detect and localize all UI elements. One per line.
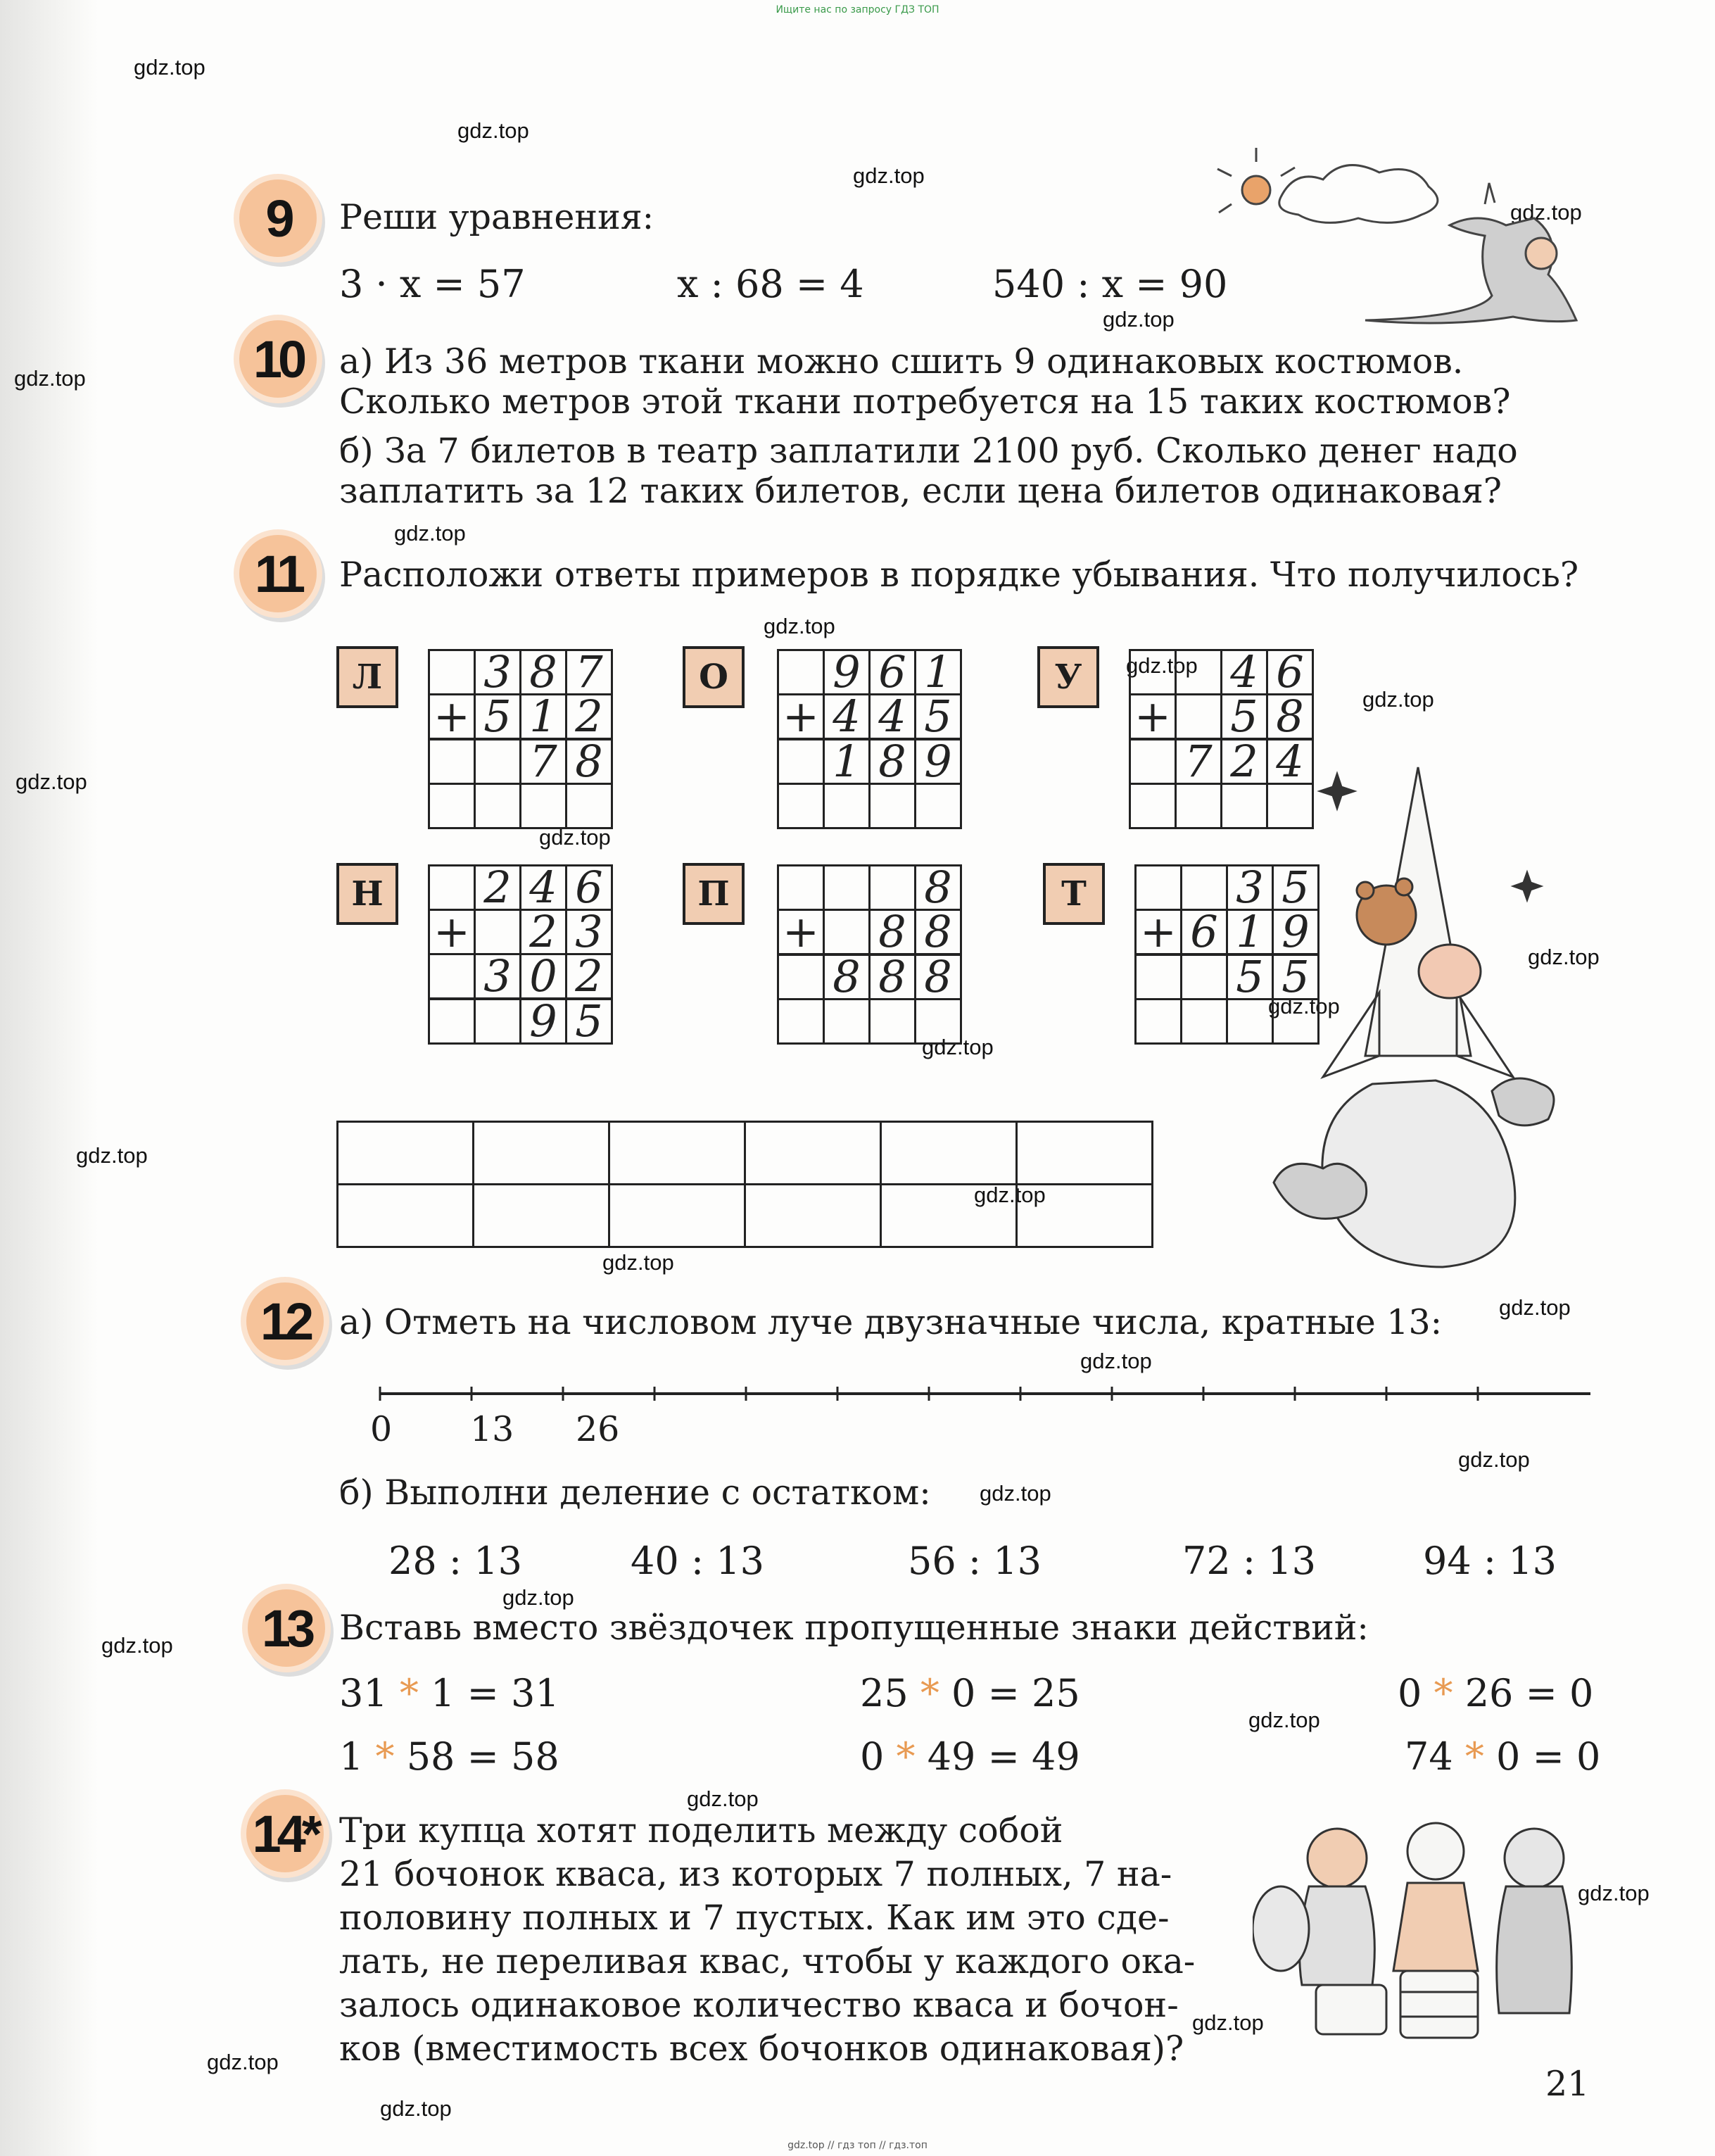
grid-digit-cell — [778, 954, 824, 1000]
grid-label-L: Л — [336, 646, 398, 708]
division-4: 72 : 13 — [1182, 1539, 1316, 1583]
answer-cell[interactable] — [338, 1122, 474, 1185]
grid-digit-cell — [824, 784, 870, 828]
answer-cell[interactable] — [1017, 1185, 1153, 1247]
grid-digit-cell: 9 — [824, 650, 870, 695]
grid-digit-cell: 8 — [567, 739, 612, 784]
grid-digit-cell: 8 — [1267, 695, 1313, 740]
grid-digit-cell — [429, 650, 475, 695]
watermark: gdz.top — [502, 1585, 574, 1610]
watermark: gdz.top — [1499, 1295, 1571, 1320]
grid-digit-cell: 2 — [567, 695, 612, 740]
grid-digit-cell: 4 — [870, 695, 916, 740]
ex14-line: ков (вместимость всех бочонков одинаковая)? — [339, 2029, 1184, 2069]
watermark: gdz.top — [1248, 1708, 1320, 1732]
grid-digit-cell: 3 — [475, 650, 521, 695]
grid-digit-cell — [429, 866, 475, 910]
grid-digit-cell — [778, 650, 824, 695]
grid-digit-cell: 5 — [567, 999, 612, 1044]
ex9-equation-3: 540 : x = 90 — [992, 262, 1228, 306]
exercise-number-9: 9 — [239, 179, 317, 257]
grid-digit-cell: 3 — [567, 910, 612, 954]
grid-label-N: Н — [336, 863, 398, 925]
grid-digit-cell — [1130, 739, 1176, 784]
grid-digit-cell: 6 — [870, 650, 916, 695]
kangaroo-illustration — [1182, 148, 1619, 345]
grid-digit-cell — [1136, 866, 1182, 910]
watermark: gdz.top — [380, 2096, 452, 2121]
answer-cell[interactable] — [338, 1185, 474, 1247]
star-placeholder[interactable]: * — [375, 1734, 395, 1779]
grid-digit-cell — [429, 954, 475, 1000]
watermark: gdz.top — [14, 366, 86, 391]
star-placeholder[interactable]: * — [1464, 1734, 1484, 1779]
ex10-b-line2: заплатить за 12 таких билетов, если цена билетов одинаковая? — [339, 471, 1502, 511]
grid-digit-cell — [870, 1000, 916, 1044]
grid-label-T: Т — [1043, 863, 1105, 925]
ex9-title: Реши уравнения: — [339, 197, 654, 237]
bottom-note: gdz.top // гдз топ // гдз.топ — [787, 2140, 928, 2151]
grid-digit-cell: 5 — [475, 695, 521, 740]
grid-digit-cell — [870, 866, 916, 910]
ex10-a-line1: а) Из 36 метров ткани можно сшить 9 одинаковых костюмов. — [339, 341, 1464, 382]
grid-digit-cell: 5 — [1273, 954, 1319, 1000]
answer-cell[interactable] — [474, 1185, 609, 1247]
grid-digit-cell: + — [1136, 910, 1182, 955]
ex11-title: Расположи ответы примеров в порядке убывания. Что получилось? — [339, 555, 1579, 595]
grid-digit-cell — [824, 1000, 870, 1044]
grid-digit-cell — [1182, 954, 1227, 1000]
answer-cell[interactable] — [474, 1122, 609, 1185]
addition-grid-N — [428, 864, 613, 1045]
grid-digit-cell: 5 — [1222, 695, 1267, 740]
grid-digit-cell — [1182, 1000, 1227, 1044]
grid-digit-cell: 6 — [567, 866, 612, 910]
grid-digit-cell: 5 — [1273, 866, 1319, 910]
grid-digit-cell: + — [429, 695, 475, 740]
ex13-row2-item3: 74 * 0 = 0 — [1405, 1734, 1601, 1779]
watermark: gdz.top — [853, 163, 925, 188]
grid-digit-cell — [475, 999, 521, 1044]
grid-digit-cell: 8 — [521, 650, 567, 695]
grid-digit-cell: 7 — [521, 739, 567, 784]
ex10-b-line1: б) За 7 билетов в театр заплатили 2100 руб. Сколько денег надо — [339, 431, 1518, 471]
exercise-number-10: 10 — [239, 320, 317, 398]
ex13-row2-item2: 0 * 49 = 49 — [860, 1734, 1080, 1779]
ex10-a-line2: Сколько метров этой ткани потребуется на 15 таких костюмов? — [339, 382, 1511, 422]
grid-digit-cell: 1 — [824, 739, 870, 784]
ex9-equation-1: 3 · x = 57 — [339, 262, 526, 306]
watermark: gdz.top — [134, 55, 205, 80]
ex14-line: Три купца хотят поделить между собой — [339, 1810, 1063, 1851]
grid-digit-cell: 9 — [521, 999, 567, 1044]
grid-digit-cell — [1130, 784, 1176, 828]
grid-digit-cell — [1176, 650, 1222, 695]
watermark: gdz.top — [1080, 1349, 1152, 1373]
grid-digit-cell — [1176, 784, 1222, 828]
grid-digit-cell — [429, 784, 475, 828]
number-line-label-0: 0 — [370, 1409, 393, 1449]
grid-digit-cell: 4 — [521, 866, 567, 910]
grid-digit-cell: + — [778, 695, 824, 740]
exercise-number-12: 12 — [246, 1282, 324, 1360]
division-5: 94 : 13 — [1423, 1539, 1557, 1583]
grid-digit-cell — [778, 866, 824, 910]
answer-cell[interactable] — [881, 1185, 1017, 1247]
grid-digit-cell: 1 — [521, 695, 567, 740]
ex14-text — [339, 1809, 1198, 2071]
answer-cell[interactable] — [881, 1122, 1017, 1185]
watermark: gdz.top — [539, 825, 611, 850]
grid-digit-cell — [521, 784, 567, 828]
grid-digit-cell: 8 — [870, 910, 916, 955]
division-2: 40 : 13 — [631, 1539, 764, 1583]
number-line — [366, 1373, 1597, 1401]
grid-digit-cell — [1136, 1000, 1182, 1044]
answer-cell[interactable] — [609, 1122, 745, 1185]
star-placeholder[interactable]: * — [399, 1671, 419, 1715]
grid-digit-cell — [824, 866, 870, 910]
watermark: gdz.top — [1268, 994, 1340, 1019]
number-line-label-13: 13 — [470, 1409, 514, 1449]
ex13-row1-item2: 25 * 0 = 25 — [860, 1671, 1080, 1715]
watermark: gdz.top — [101, 1633, 173, 1658]
grid-digit-cell — [1182, 866, 1227, 910]
grid-digit-cell: 6 — [1267, 650, 1313, 695]
grid-digit-cell: 7 — [567, 650, 612, 695]
merchants-illustration — [1253, 1802, 1605, 2041]
grid-digit-cell: 8 — [870, 954, 916, 1000]
grid-digit-cell — [916, 784, 961, 828]
ex9-equation-2: x : 68 = 4 — [677, 262, 864, 306]
grid-label-U: У — [1037, 646, 1099, 708]
grid-digit-cell: 7 — [1176, 739, 1222, 784]
ex14-line: половину полных и 7 пустых. Как им это сде- — [339, 1898, 1170, 1938]
grid-digit-cell: 4 — [824, 695, 870, 740]
grid-digit-cell — [1130, 650, 1176, 695]
grid-digit-cell — [870, 784, 916, 828]
watermark: gdz.top — [1126, 653, 1198, 678]
grid-digit-cell: 2 — [567, 954, 612, 1000]
answer-cell[interactable] — [745, 1122, 881, 1185]
addition-grid-P — [777, 864, 962, 1045]
answer-cell[interactable] — [1017, 1122, 1153, 1185]
grid-digit-cell: 8 — [824, 954, 870, 1000]
watermark: gdz.top — [1458, 1447, 1530, 1472]
answer-table — [336, 1121, 1153, 1248]
grid-digit-cell — [1176, 695, 1222, 740]
addition-grid-L — [428, 646, 613, 829]
watermark: gdz.top — [15, 769, 87, 794]
grid-digit-cell — [429, 739, 475, 784]
addition-grid-O — [777, 646, 962, 829]
grid-digit-cell: 8 — [916, 866, 961, 910]
grid-digit-cell — [824, 910, 870, 955]
watermark: gdz.top — [1578, 1881, 1650, 1905]
grid-label-P: П — [683, 863, 745, 925]
book-spine-shadow — [0, 0, 99, 2156]
division-3: 56 : 13 — [908, 1539, 1042, 1583]
grid-digit-cell — [567, 784, 612, 828]
ex13-row1-item3: 0 * 26 = 0 — [1398, 1671, 1594, 1715]
division-1: 28 : 13 — [388, 1539, 522, 1583]
grid-digit-cell: + — [1130, 695, 1176, 740]
watermark: gdz.top — [457, 118, 529, 143]
grid-digit-cell — [1136, 954, 1182, 1000]
ex13-row1-item1: 31 * 1 = 31 — [339, 1671, 559, 1715]
grid-digit-cell: 0 — [521, 954, 567, 1000]
ex12-b-text: б) Выполни деление с остатком: — [339, 1473, 931, 1513]
page-number: 21 — [1545, 2064, 1590, 2104]
star-placeholder[interactable]: * — [1434, 1671, 1453, 1715]
grid-digit-cell: + — [778, 910, 824, 955]
star-placeholder[interactable]: * — [920, 1671, 939, 1715]
watermark: gdz.top — [1103, 307, 1175, 332]
exercise-number-13: 13 — [248, 1589, 325, 1667]
watermark: gdz.top — [980, 1481, 1051, 1506]
watermark: gdz.top — [76, 1143, 148, 1168]
watermark: gdz.top — [1192, 2010, 1264, 2035]
grid-digit-cell: 8 — [870, 739, 916, 784]
answer-cell[interactable] — [609, 1185, 745, 1247]
watermark: gdz.top — [394, 521, 466, 546]
ex13-title: Вставь вместо звёздочек пропущенные знаки действий: — [339, 1608, 1369, 1648]
grid-digit-cell — [778, 784, 824, 828]
grid-digit-cell: + — [429, 910, 475, 954]
grid-digit-cell: 3 — [1227, 866, 1273, 910]
grid-digit-cell: 8 — [916, 954, 961, 1000]
answer-cell[interactable] — [745, 1185, 881, 1247]
watermark: gdz.top — [974, 1183, 1046, 1207]
grid-digit-cell — [475, 910, 521, 954]
watermark: gdz.top — [1362, 687, 1434, 712]
grid-digit-cell: 4 — [1267, 739, 1313, 784]
number-line-label-26: 26 — [576, 1409, 620, 1449]
grid-digit-cell — [778, 739, 824, 784]
grid-digit-cell — [475, 784, 521, 828]
watermark: gdz.top — [687, 1786, 759, 1811]
star-placeholder[interactable]: * — [896, 1734, 916, 1779]
watermark: gdz.top — [922, 1035, 994, 1059]
exercise-number-14: 14* — [246, 1795, 324, 1872]
grid-digit-cell: 1 — [916, 650, 961, 695]
grid-digit-cell: 2 — [1222, 739, 1267, 784]
grid-digit-cell — [916, 1000, 961, 1044]
watermark: gdz.top — [764, 614, 835, 638]
watermark: gdz.top — [207, 2050, 279, 2074]
ex14-line: 21 бочонок кваса, из которых 7 полных, 7 на- — [339, 1854, 1172, 1894]
grid-label-O: О — [683, 646, 745, 708]
ex13-row2-item1: 1 * 58 = 58 — [339, 1734, 559, 1779]
grid-digit-cell: 9 — [1273, 910, 1319, 955]
grid-digit-cell: 2 — [521, 910, 567, 954]
watermark: gdz.top — [1528, 945, 1600, 969]
grid-digit-cell: 8 — [916, 910, 961, 955]
ex14-line: лать, не переливая квас, чтобы у каждого ока- — [339, 1941, 1196, 1981]
ex14-line: залось одинаковое количество кваса и бочон- — [339, 1985, 1179, 2025]
grid-digit-cell — [475, 739, 521, 784]
top-note: Ищите нас по запросу ГДЗ ТОП — [776, 4, 939, 15]
grid-digit-cell: 5 — [916, 695, 961, 740]
grid-digit-cell: 4 — [1222, 650, 1267, 695]
grid-digit-cell: 3 — [475, 954, 521, 1000]
rocket-illustration — [1260, 760, 1654, 1281]
grid-digit-cell: 9 — [916, 739, 961, 784]
grid-digit-cell — [429, 999, 475, 1044]
grid-digit-cell: 2 — [475, 866, 521, 910]
watermark: gdz.top — [1510, 200, 1582, 225]
grid-digit-cell: 6 — [1182, 910, 1227, 955]
grid-digit-cell: 5 — [1227, 954, 1273, 1000]
grid-digit-cell — [778, 1000, 824, 1044]
exercise-number-11: 11 — [239, 535, 317, 612]
watermark: gdz.top — [602, 1250, 674, 1275]
ex12-a-text: а) Отметь на числовом луче двузначные числа, кратные 13: — [339, 1302, 1443, 1342]
grid-digit-cell: 1 — [1227, 910, 1273, 955]
